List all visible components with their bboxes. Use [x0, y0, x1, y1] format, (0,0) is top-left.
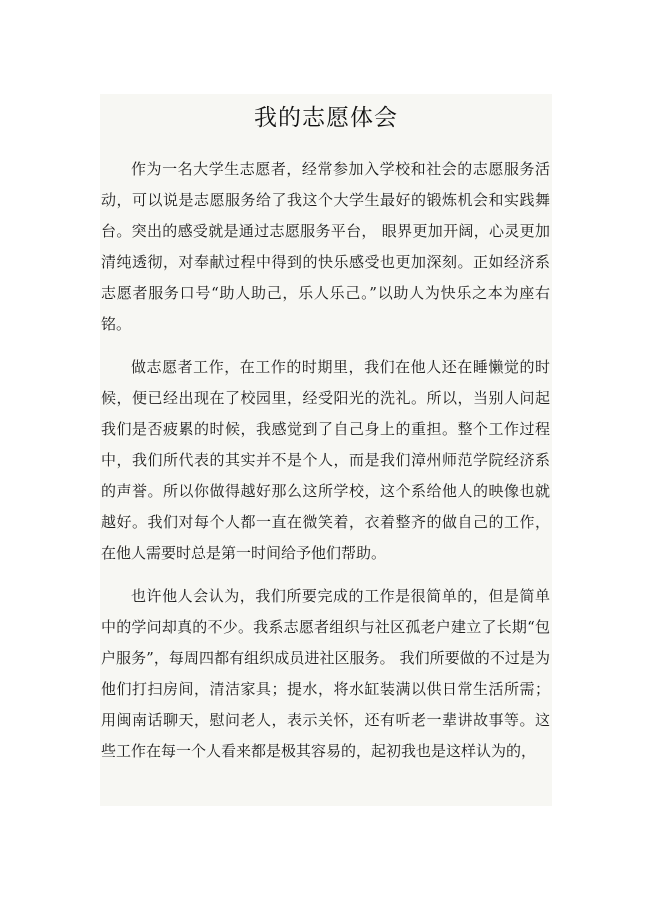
document-title: 我的志愿体会 [254, 105, 398, 131]
paragraph-3: 也许他人会认为，我们所要完成的工作是很简单的，但是简单中的学问却真的不少。我系志愿者组织与社区孤老户建立了长期“包户服务”，每周四都有组织成员进社区服务。 我们所要做的不过是为他们打扫房间，清洁家具；提水，将水缸装满以供日常生活所需；用闽南话聊天，慰问老人，表示关怀，还有听老一辈讲故事等。这些工作在每一个人看来都是极其容易的，起初我也是这样认为的， [101, 587, 550, 760]
paragraph-2: 做志愿者工作，在工作的时期里，我们在他人还在睡懒觉的时候，便已经出现在了校园里，经受阳光的洗礼。所以，当别人问起我们是否疲累的时候，我感觉到了自己身上的重担。整个工作过程中，我们所代表的其实并不是个人，而是我们漳州师范学院经济系的声誉。所以你做得越好那么这所学校，这个系给他人的映像也就越好。我们对每个人都一直在微笑着，衣着整齐的做自己的工作，在他人需要时总是第一时间给予他们帮助。 [101, 358, 550, 562]
document-content [100, 94, 552, 806]
paragraph-1: 作为一名大学生志愿者，经常参加入学校和社会的志愿服务活动，可以说是志愿服务给了我这个大学生最好的锻炼机会和实践舞台。突出的感受就是通过志愿服务平台， 眼界更加开阔，心灵更加清纯透彻，对奉献过程中得到的快乐感受也更加深刻。正如经济系志愿者服务口号“助人助己，乐人乐己。”以助人为快乐之本为座右铭。 [101, 160, 550, 333]
